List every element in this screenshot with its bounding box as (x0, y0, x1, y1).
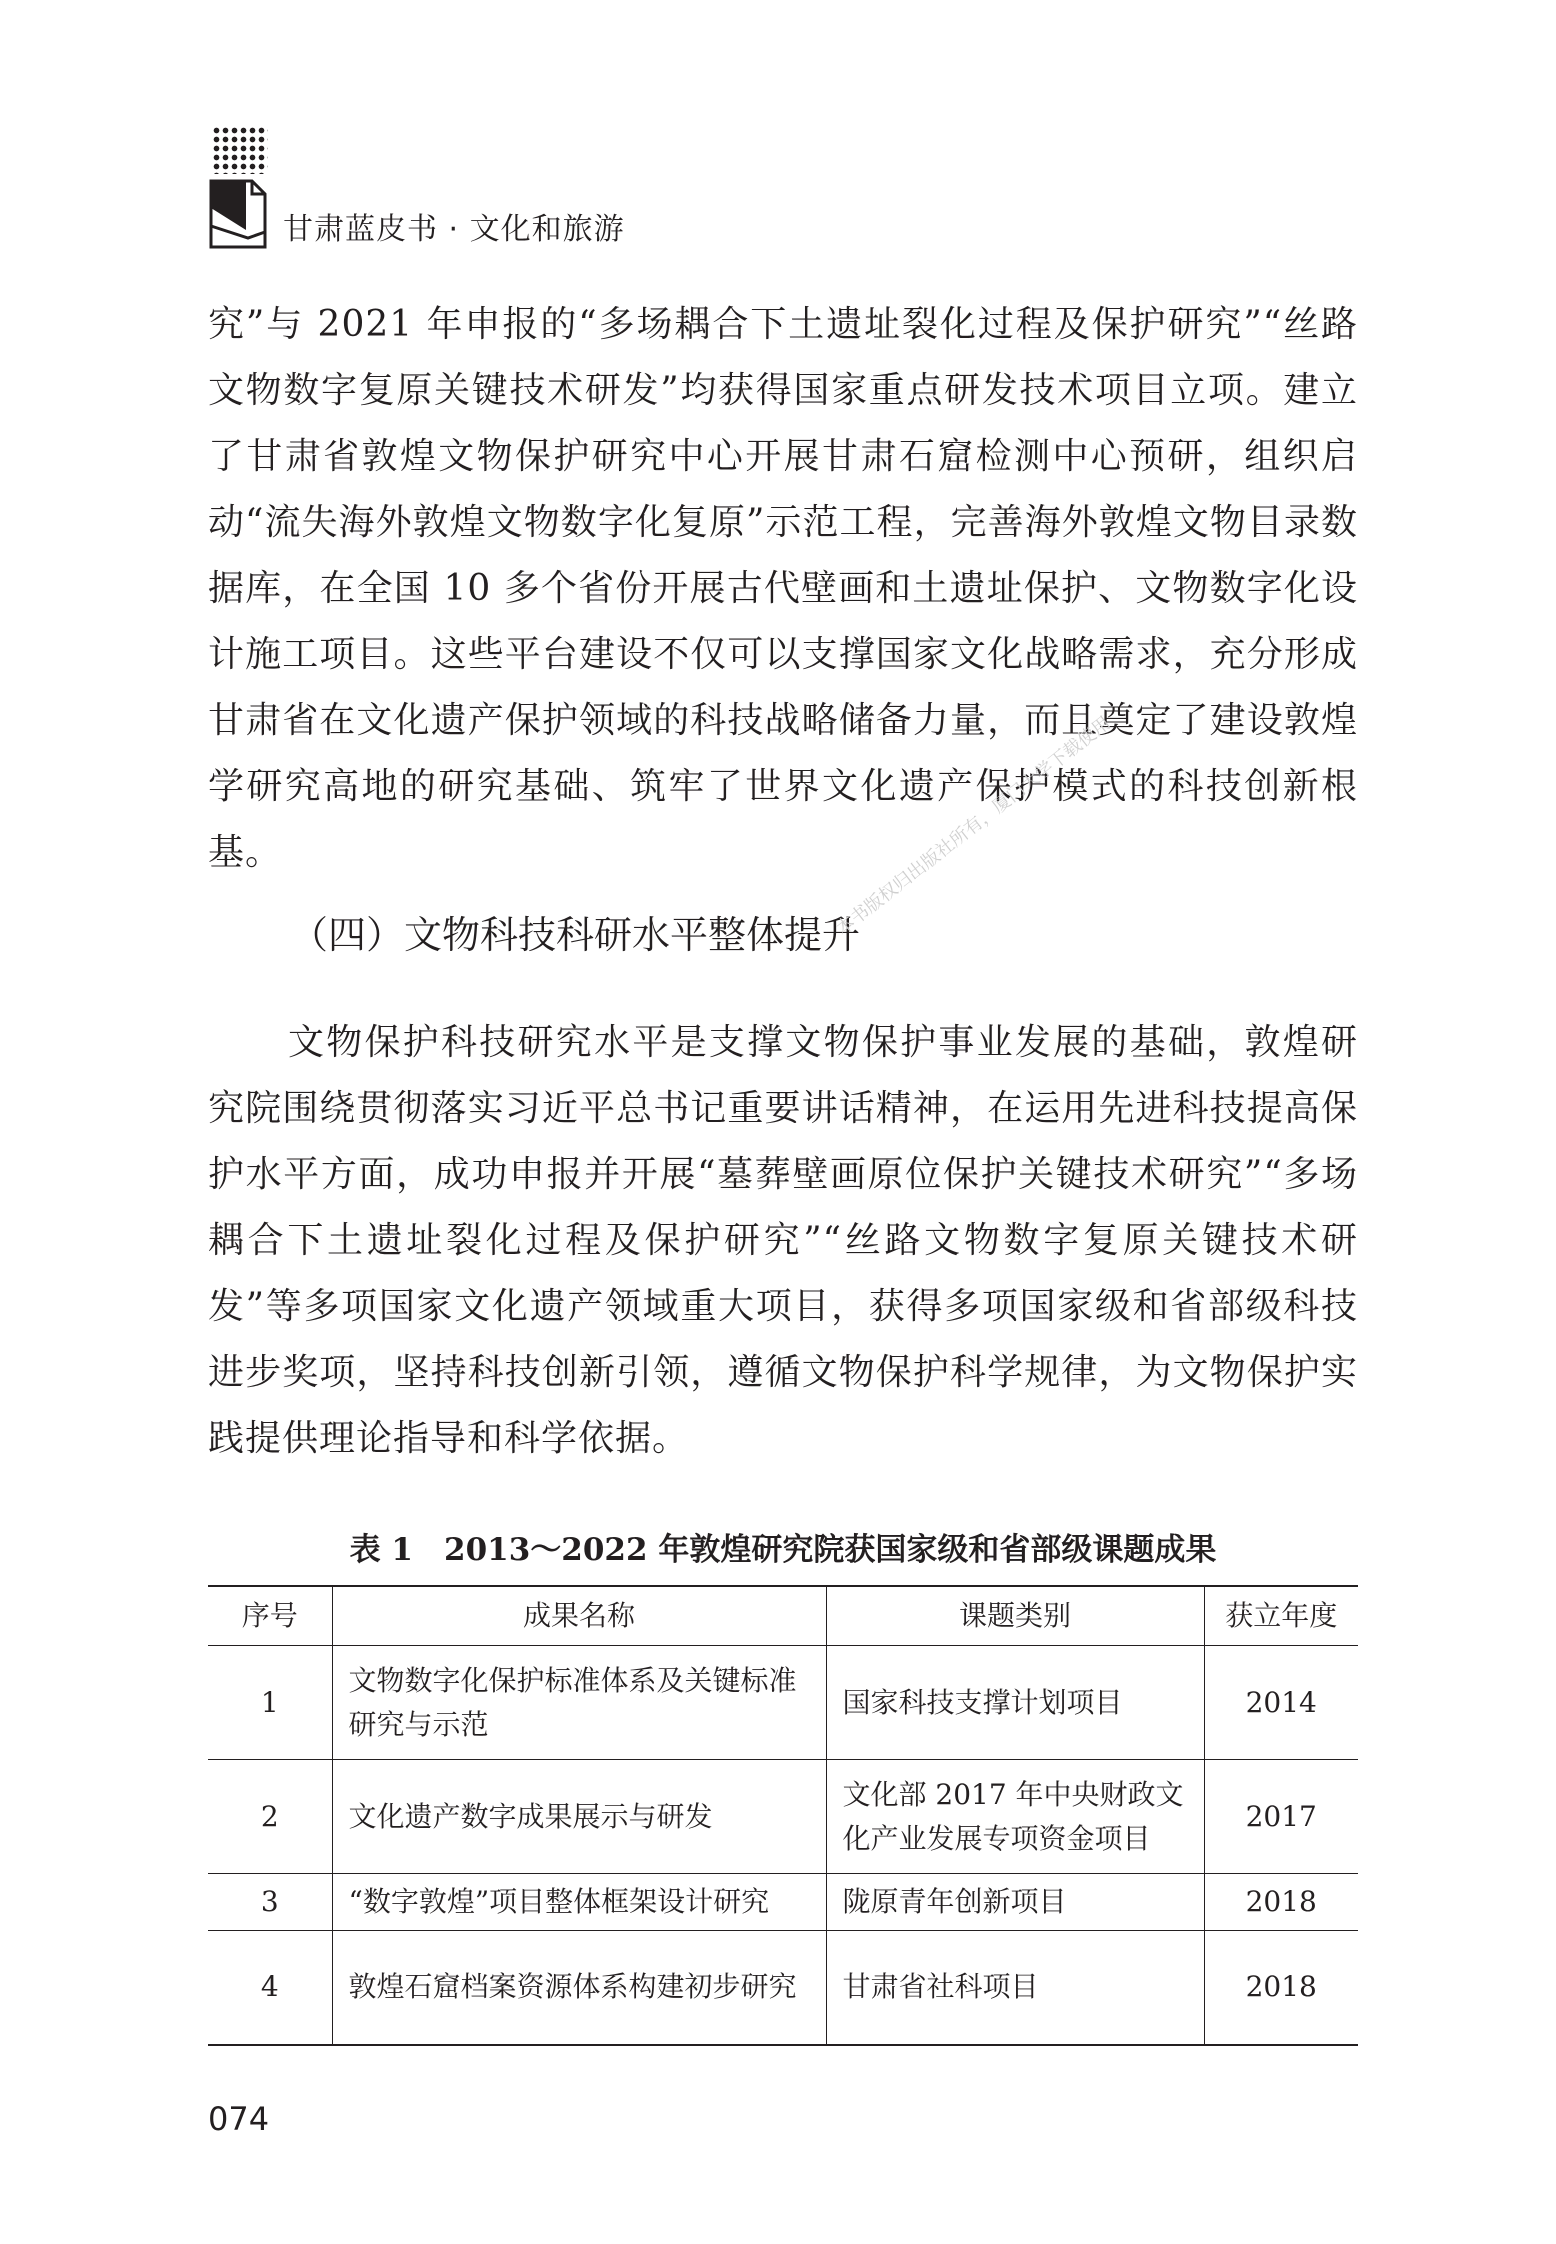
table-cell: 2018 (1204, 1931, 1358, 2045)
table-cell: 3 (208, 1874, 332, 1931)
table-row (208, 1874, 1358, 1931)
table-cell: 文化部 2017 年中央财政文化产业发展专项资金项目 (826, 1760, 1204, 1874)
table-cell: 甘肃省社科项目 (826, 1931, 1204, 2045)
results-table (208, 1585, 1358, 2046)
page-number: 074 (208, 2100, 270, 2138)
table-cell: 1 (208, 1646, 332, 1760)
watermark: 本书版权归出版社所有，厦门大学下载使用 (832, 712, 1115, 940)
table-row (208, 1760, 1358, 1874)
table-cell: 文物数字化保护标准体系及关键标准研究与示范 (332, 1646, 826, 1760)
table-cell: 国家科技支撑计划项目 (826, 1646, 1204, 1760)
table-row (208, 1931, 1358, 2045)
table-cell: 陇原青年创新项目 (826, 1874, 1204, 1931)
table-header-row (208, 1586, 1358, 1646)
table-row (208, 1646, 1358, 1760)
table-cell: 2 (208, 1760, 332, 1874)
column-header: 课题类别 (826, 1586, 1204, 1646)
column-header: 序号 (208, 1586, 332, 1646)
running-header (208, 126, 708, 256)
dot-grid-decoration (212, 126, 268, 174)
table-cell: 文化遗产数字成果展示与研发 (332, 1760, 826, 1874)
table-cell: 2014 (1204, 1646, 1358, 1760)
table-cell: 敦煌石窟档案资源体系构建初步研究 (332, 1931, 826, 2045)
section-heading: （四）文物科技科研水平整体提升 (290, 913, 861, 957)
column-header: 成果名称 (332, 1586, 826, 1646)
paragraph: 文物保护科技研究水平是支撑文物保护事业发展的基础，敦煌研究院围绕贯彻落实习近平总书记重要讲话精神，在运用先进科技提高保护水平方面，成功申报并开展“墓葬壁画原位保护关键技术研究”“多场耦合下土遗址裂化过程及保护研究”“丝路文物数字复原关键技术研发”等多项国家文化遗产领域重大项目，获得多项国家级和省部级科技进步奖项，坚持科技创新引领，遵循文物保护科学规律，为文物保护实践提供理论指导和科学依据。 (208, 1022, 1358, 1459)
table-title: 表 1 2013～2022 年敦煌研究院获国家级和省部级课题成果 (349, 1532, 1217, 1568)
table-cell: “数字敦煌”项目整体框架设计研究 (332, 1874, 826, 1931)
table-cell: 2017 (1204, 1760, 1358, 1874)
paragraph: 究”与 2021 年申报的“多场耦合下土遗址裂化过程及保护研究”“丝路文物数字复原关键技术研发”均获得国家重点研发技术项目立项。建立了甘肃省敦煌文物保护研究中心开展甘肃石窟检测中心预研，组织启动“流失海外敦煌文物数字化复原”示范工程，完善海外敦煌文物目录数据库，在全国 10 多个省份开展古代壁画和土遗址保护、文物数字化设计施工项目。这些平台建设不仅可以支撑国家文化战略需求，充分形成甘肃省在文化遗产保护领域的科技战略储备力量，而且奠定了建设敦煌学研究高地的研究基础、筑牢了世界文化遗产保护模式的科技创新根基。 (208, 304, 1358, 873)
book-corner-icon (208, 178, 268, 250)
table-cell: 4 (208, 1931, 332, 2045)
book-title: 甘肃蓝皮书 · 文化和旅游 (283, 212, 625, 247)
column-header: 获立年度 (1204, 1586, 1358, 1646)
table-cell: 2018 (1204, 1874, 1358, 1931)
